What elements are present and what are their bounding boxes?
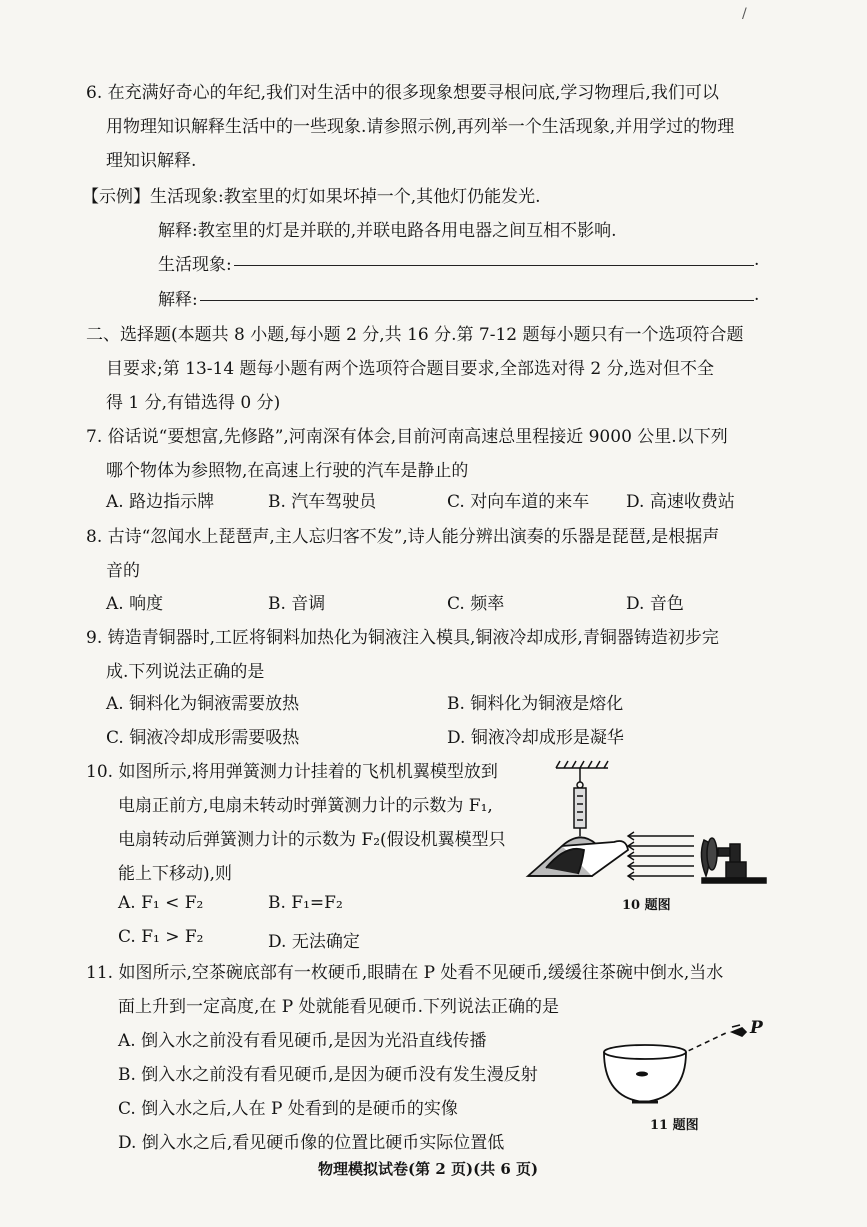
q7-line-1: 7. 俗话说“要想富,先修路”,河南深有体会,目前河南高速总里程接近 9000 公里.以下列 <box>86 427 728 447</box>
corner-mark: / <box>742 6 747 22</box>
phenomenon-period: . <box>754 250 760 270</box>
section2-line-3: 得 1 分,有错选得 0 分) <box>106 393 281 413</box>
q8-option-b[interactable]: B. 音调 <box>268 594 326 614</box>
spring-scale-icon <box>574 768 586 843</box>
q6-example: 【示例】生活现象:教室里的灯如果坏掉一个,其他灯仍能发光. <box>82 187 541 207</box>
q11-line-1: 11. 如图所示,空茶碗底部有一枚硬币,眼睛在 P 处看不见硬币,缓缓往茶碗中倒水,当水 <box>86 963 724 983</box>
explain-period: . <box>754 285 760 305</box>
q9-option-d[interactable]: D. 铜液冷却成形是凝华 <box>447 728 624 748</box>
phenomenon-answer-line[interactable] <box>234 265 754 266</box>
q11-option-a[interactable]: A. 倒入水之前没有看见硬币,是因为光沿直线传播 <box>118 1031 487 1051</box>
q6-explanation: 解释:教室里的灯是并联的,并联电路各用电器之间互相不影响. <box>158 221 617 241</box>
q8-option-a[interactable]: A. 响度 <box>106 594 164 614</box>
coin-icon <box>636 1072 648 1077</box>
q9-option-c[interactable]: C. 铜液冷却成形需要吸热 <box>106 728 300 748</box>
q11-caption: 11 题图 <box>650 1118 699 1133</box>
ceiling-hatch-icon <box>556 761 608 768</box>
q10-line-4: 能上下移动),则 <box>118 864 233 884</box>
q11-option-b[interactable]: B. 倒入水之前没有看见硬币,是因为硬币没有发生漫反射 <box>118 1065 538 1085</box>
q8-option-c[interactable]: C. 频率 <box>447 594 505 614</box>
wing-model-icon <box>528 837 628 876</box>
phenomenon-label: 生活现象: <box>158 255 232 275</box>
q10-option-d[interactable]: D. 无法确定 <box>268 932 360 952</box>
q10-option-a[interactable]: A. F₁ < F₂ <box>118 893 204 913</box>
q9-line-1: 9. 铸造青铜器时,工匠将铜料加热化为铜液注入模具,铜液冷却成形,青铜器铸造初步完 <box>86 628 719 648</box>
q10-caption: 10 题图 <box>622 898 671 913</box>
q7-option-c[interactable]: C. 对向车道的来车 <box>447 492 590 512</box>
explain-label: 解释: <box>158 290 198 310</box>
eye-icon <box>732 1025 746 1036</box>
q8-line-2: 音的 <box>106 561 140 581</box>
q10-line-2: 电扇正前方,电扇未转动时弹簧测力计的示数为 F₁, <box>118 796 493 816</box>
q10-option-b[interactable]: B. F₁=F₂ <box>268 893 343 913</box>
section2-line-1: 二、选择题(本题共 8 小题,每小题 2 分,共 16 分.第 7-12 题每小题只有一个选项符合题 <box>86 325 744 345</box>
q8-option-d[interactable]: D. 音色 <box>626 594 684 614</box>
q11-line-2: 面上升到一定高度,在 P 处就能看见硬币.下列说法正确的是 <box>118 997 560 1017</box>
q9-line-2: 成.下列说法正确的是 <box>106 662 265 682</box>
q6-line-3: 理知识解释. <box>106 151 197 171</box>
q11-figure <box>596 1018 776 1108</box>
electric-fan-icon <box>701 838 766 883</box>
q7-option-b[interactable]: B. 汽车驾驶员 <box>268 492 377 512</box>
q10-option-c[interactable]: C. F₁ > F₂ <box>118 927 204 947</box>
q6-line-2: 用物理知识解释生活中的一些现象.请参照示例,再列举一个生活现象,并用学过的物理 <box>106 117 735 137</box>
explain-answer-line[interactable] <box>200 300 754 301</box>
q10-line-3: 电扇转动后弹簧测力计的示数为 F₂(假设机翼模型只 <box>118 830 506 850</box>
q10-line-1: 10. 如图所示,将用弹簧测力计挂着的飞机机翼模型放到 <box>86 762 498 782</box>
q11-option-c[interactable]: C. 倒入水之后,人在 P 处看到的是硬币的实像 <box>118 1099 458 1119</box>
q9-option-a[interactable]: A. 铜料化为铜液需要放热 <box>106 694 300 714</box>
section2-line-2: 目要求;第 13-14 题每小题有两个选项符合题目要求,全部选对得 2 分,选对但不全 <box>106 359 714 379</box>
page-footer: 物理模拟试卷(第 2 页)(共 6 页) <box>318 1160 539 1178</box>
q11-option-d[interactable]: D. 倒入水之后,看见硬币像的位置比硬币实际位置低 <box>118 1133 505 1153</box>
q10-figure <box>522 758 772 888</box>
q7-option-a[interactable]: A. 路边指示牌 <box>106 492 215 512</box>
q6-line-1: 6. 在充满好奇心的年纪,我们对生活中的很多现象想要寻根问底,学习物理后,我们可以 <box>86 83 719 103</box>
eye-point-label: P <box>750 1018 763 1038</box>
q7-option-d[interactable]: D. 高速收费站 <box>626 492 735 512</box>
q7-line-2: 哪个物体为参照物,在高速上行驶的汽车是静止的 <box>106 461 469 481</box>
q8-line-1: 8. 古诗“忽闻水上琵琶声,主人忘归客不发”,诗人能分辨出演奏的乐器是琵琶,是根据声 <box>86 527 720 547</box>
q9-option-b[interactable]: B. 铜料化为铜液是熔化 <box>447 694 624 714</box>
airflow-arrows-icon <box>628 832 694 880</box>
